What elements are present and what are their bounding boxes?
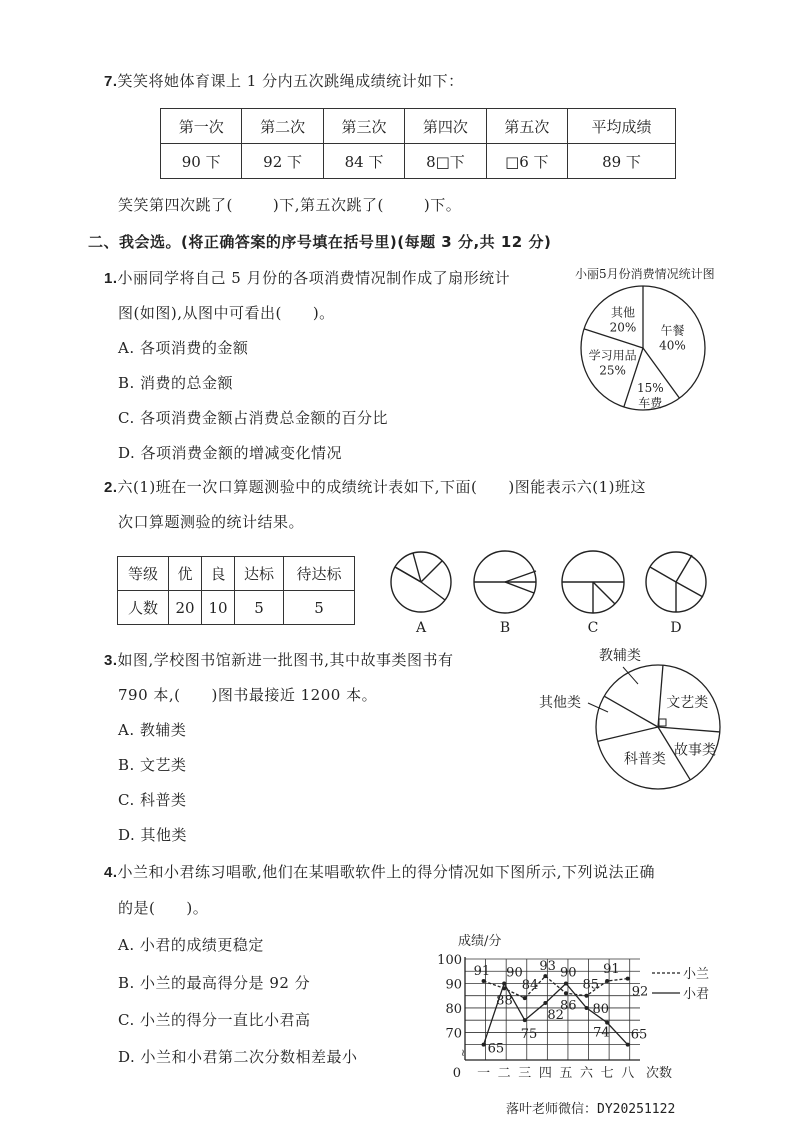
series-0-label-5: 85 xyxy=(582,977,600,993)
q1-text-1: 小丽同学将自己 5 月份的各项消费情况制作成了扇形统计 xyxy=(117,269,511,287)
q1-option-c[interactable]: C. 各项消费金额占消费总金额的百分比 xyxy=(118,409,388,427)
pie1-label-2: 学习用品 xyxy=(588,348,637,363)
series-0-point-4 xyxy=(564,991,568,995)
series-1-label-7: 65 xyxy=(630,1027,648,1043)
q7-table xyxy=(160,108,676,179)
y-tick-70: 70 xyxy=(445,1026,462,1042)
x-tick-6: 七 xyxy=(600,1066,614,1081)
pie-label-c: C xyxy=(587,620,599,636)
series-1-point-5 xyxy=(585,1006,589,1010)
pie-label-a: A xyxy=(415,620,427,636)
pie2-divider-3 xyxy=(598,727,658,741)
q1-option-d[interactable]: D. 各项消费金额的增减变化情况 xyxy=(118,444,343,462)
axis-break-icon: ≀ xyxy=(461,1048,465,1059)
series-0-label-0: 91 xyxy=(473,964,491,980)
origin-label: 0 xyxy=(452,1066,461,1081)
y-tick-100: 100 xyxy=(437,953,462,968)
series-0-label-6: 91 xyxy=(603,962,620,978)
q2-count-3: 5 xyxy=(235,591,284,625)
y-tick-90: 90 xyxy=(445,977,462,993)
q7-fill-text-1: 笑笑第四次跳了( xyxy=(118,196,233,214)
series-1-point-0 xyxy=(482,1043,486,1047)
x-tick-2: 三 xyxy=(518,1066,532,1081)
q7-text: 笑笑将她体育课上 1 分内五次跳绳成绩统计如下： xyxy=(117,72,464,90)
pie-option-a[interactable] xyxy=(391,552,451,612)
series-1-point-1 xyxy=(502,981,506,985)
pie2-divider-1 xyxy=(658,727,720,732)
q7-fill-line xyxy=(118,195,461,215)
series-1-label-3: 82 xyxy=(547,1008,564,1024)
x-tick-0: 一 xyxy=(477,1066,491,1081)
pie1-label-0: 午餐 xyxy=(660,323,685,338)
x-tick-7: 八 xyxy=(621,1066,635,1081)
series-0-point-6 xyxy=(605,979,609,983)
series-1-label-1: 90 xyxy=(506,965,523,981)
q2-table xyxy=(117,556,355,625)
q7-value-6: 89 下 xyxy=(568,144,676,179)
q7-fill-text-2: )下,第五次跳了( xyxy=(272,196,384,214)
q2-header-3: 达标 xyxy=(235,557,284,591)
q4-text-1: 小兰和小君练习唱歌,他们在某唱歌软件上的得分情况如下图所示,下列说法正确 xyxy=(117,863,656,881)
series-0-point-5 xyxy=(585,994,589,998)
q4-line-chart xyxy=(437,925,740,1081)
q7-header-5: 第五次 xyxy=(486,109,567,144)
pie1-value-1: 车费 xyxy=(638,395,663,410)
q2-count-2: 10 xyxy=(202,591,235,625)
q4-option-b[interactable]: B. 小兰的最高得分是 92 分 xyxy=(118,974,311,992)
q3-line1 xyxy=(104,650,454,671)
legend-label-1: 小君 xyxy=(683,987,710,1002)
pie-option-b[interactable] xyxy=(474,551,536,613)
q4-line2: 的是( )。 xyxy=(118,899,209,917)
series-1-point-2 xyxy=(523,1018,527,1022)
q4-line1 xyxy=(104,862,655,883)
pie2-label-1: 故事类 xyxy=(673,742,716,759)
footer-contact: 落叶老师微信：DY20251122 xyxy=(506,1102,676,1117)
q7-value-3: 84 下 xyxy=(323,144,404,179)
q1-number: 1. xyxy=(104,270,118,287)
q2-header-2: 良 xyxy=(202,557,235,591)
pie-label-b: B xyxy=(499,620,511,636)
pie-label-d: D xyxy=(670,620,682,636)
q7-header-2: 第二次 xyxy=(242,109,323,144)
right-angle-mark xyxy=(659,719,666,726)
q1-chart-title: 小丽5月份消费情况统计图 xyxy=(575,267,715,281)
x-tick-4: 五 xyxy=(559,1066,573,1081)
series-0-point-7 xyxy=(626,977,630,981)
q3-option-d[interactable]: D. 其他类 xyxy=(118,826,188,844)
series-1-point-4 xyxy=(564,981,568,985)
series-1-point-3 xyxy=(543,1001,547,1005)
x-axis-label: 次数 xyxy=(646,1066,673,1081)
series-1-label-2: 75 xyxy=(520,1027,538,1043)
q3-option-b[interactable]: B. 文艺类 xyxy=(118,756,187,774)
q7-header-6: 平均成绩 xyxy=(568,109,676,144)
section2-heading: 二、我会选。(将正确答案的序号填在括号里)(每题 3 分,共 12 分) xyxy=(88,233,552,251)
series-1-label-0: 65 xyxy=(487,1041,505,1057)
q4-number: 4. xyxy=(104,864,118,881)
q7-value-2: 92 下 xyxy=(242,144,323,179)
x-tick-3: 四 xyxy=(538,1066,552,1081)
pie2-divider-4 xyxy=(604,696,658,727)
y-axis-label: 成绩/分 xyxy=(458,934,502,949)
pie1-value-3: 20% xyxy=(609,320,637,335)
legend-label-0: 小兰 xyxy=(683,967,710,982)
q1-option-a[interactable]: A. 各项消费的金额 xyxy=(118,339,249,357)
q3-text-1: 如图,学校图书馆新进一批图书,其中故事类图书有 xyxy=(117,651,454,669)
q2-count-1: 20 xyxy=(169,591,202,625)
series-0-point-0 xyxy=(482,979,486,983)
q2-line1 xyxy=(104,477,646,498)
q4-option-d[interactable]: D. 小兰和小君第二次分数相差最小 xyxy=(118,1048,358,1066)
q7-value-4: 8□下 xyxy=(405,144,486,179)
q2-count-label: 人数 xyxy=(118,591,169,625)
q3-line2: 790 本,( )图书最接近 1200 本。 xyxy=(118,686,378,704)
q1-line1 xyxy=(104,268,510,289)
pie2-label-4: 教辅类 xyxy=(599,648,641,664)
q2-line2: 次口算题测验的统计结果。 xyxy=(118,513,305,531)
series-0-label-3: 93 xyxy=(539,959,556,975)
q7-value-1: 90 下 xyxy=(161,144,242,179)
pie2-label-0: 文艺类 xyxy=(666,695,709,712)
pie1-value-0: 40% xyxy=(659,338,686,353)
q2-header-1: 优 xyxy=(169,557,202,591)
q7-header-4: 第四次 xyxy=(405,109,486,144)
q2-text-1: 六(1)班在一次口算题测验中的成绩统计表如下,下面( )图能表示六(1)班这 xyxy=(117,478,646,496)
pie2-divider-0 xyxy=(658,665,663,727)
q7-number: 7. xyxy=(104,73,118,90)
x-tick-1: 二 xyxy=(497,1066,511,1081)
q2-header-grade: 等级 xyxy=(118,557,169,591)
q3-option-c[interactable]: C. 科普类 xyxy=(118,791,187,809)
q2-header-4: 待达标 xyxy=(284,557,355,591)
series-0-point-3 xyxy=(543,974,547,978)
series-1-point-6 xyxy=(605,1021,609,1025)
q7-fill-text-3: )下。 xyxy=(423,196,462,214)
pie-option-c[interactable] xyxy=(562,551,624,613)
q4-option-c[interactable]: C. 小兰的得分一直比小君高 xyxy=(118,1011,311,1029)
pie2-label-3: 其他类 xyxy=(539,695,581,711)
pie2-label-2: 科普类 xyxy=(623,751,666,768)
q3-option-a[interactable]: A. 教辅类 xyxy=(118,721,187,739)
series-1-point-7 xyxy=(626,1043,630,1047)
series-0-point-2 xyxy=(523,996,527,1000)
q1-line2: 图(如图),从图中可看出( )。 xyxy=(118,304,335,322)
pie1-label-3: 其他 xyxy=(610,305,635,320)
series-0-label-4: 86 xyxy=(559,998,577,1014)
q1-pie-chart xyxy=(560,280,740,420)
q7-header-1: 第一次 xyxy=(161,109,242,144)
q7-prompt xyxy=(104,71,464,92)
x-tick-5: 六 xyxy=(580,1066,594,1081)
series-0-label-1: 88 xyxy=(496,993,513,1009)
series-0-label-7: 92 xyxy=(631,984,649,1000)
q4-option-a[interactable]: A. 小君的成绩更稳定 xyxy=(118,936,264,954)
series-1-label-5: 80 xyxy=(592,1001,610,1017)
q2-number: 2. xyxy=(104,479,118,496)
series-0-label-2: 84 xyxy=(521,978,539,994)
pie1-value-2: 25% xyxy=(599,363,626,378)
q2-count-4: 5 xyxy=(284,591,355,625)
q1-option-b[interactable]: B. 消费的总金额 xyxy=(118,374,234,392)
pie1-label-1: 15% xyxy=(636,380,664,395)
q3-pie-chart xyxy=(520,640,720,820)
series-1-label-4: 90 xyxy=(559,965,577,981)
q2-pie-options xyxy=(385,545,715,640)
q7-value-5: □6 下 xyxy=(486,144,567,179)
series-1-label-6: 74 xyxy=(593,1025,610,1041)
pie-option-d[interactable] xyxy=(646,552,706,612)
q3-number: 3. xyxy=(104,652,118,669)
y-tick-80: 80 xyxy=(445,1001,462,1017)
q7-header-3: 第三次 xyxy=(323,109,404,144)
